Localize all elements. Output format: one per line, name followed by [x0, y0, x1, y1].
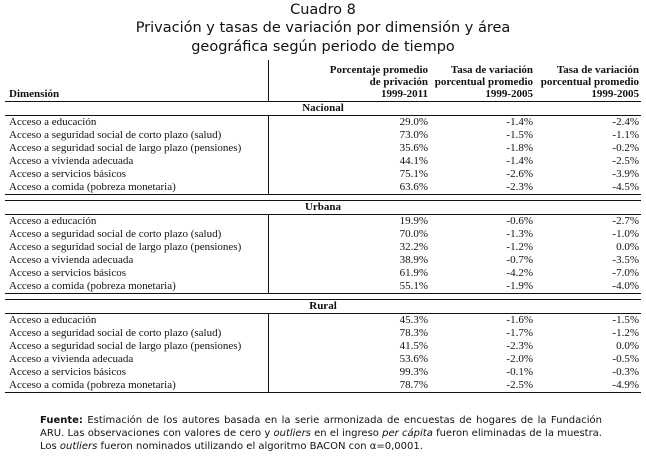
- dimension-cell: Acceso a comida (pobreza monetaria): [9, 280, 176, 292]
- value-cell: 29.0%: [399, 116, 428, 128]
- value-cell: -4.2%: [506, 267, 533, 279]
- value-cell: -0.7%: [506, 254, 533, 266]
- value-cell: -1.4%: [506, 155, 533, 167]
- value-cell: -1.9%: [506, 280, 533, 292]
- value-cell: 0.0%: [616, 340, 639, 352]
- column-divider: [268, 60, 269, 101]
- value-cell: -3.9%: [612, 168, 639, 180]
- dimension-cell: Acceso a seguridad social de corto plazo (salud): [9, 129, 222, 141]
- value-cell: -0.2%: [612, 142, 639, 154]
- table-title-line-1: Privación y tasas de variación por dimensión y área: [135, 20, 511, 36]
- value-cell: -3.5%: [612, 254, 639, 266]
- table-header: [5, 60, 641, 102]
- note-italic: per cápita: [382, 428, 433, 439]
- note-label: Fuente:: [40, 415, 83, 426]
- table-row: [5, 366, 641, 379]
- dimension-cell: Acceso a servicios básicos: [9, 168, 126, 180]
- value-cell: -4.5%: [612, 181, 639, 193]
- value-cell: 44.1%: [399, 155, 428, 167]
- table-title-line-2: geográfica según periodo de tiempo: [191, 39, 455, 55]
- value-cell: 99.3%: [399, 366, 428, 378]
- data-table: [5, 60, 641, 393]
- value-cell: -0.1%: [506, 366, 533, 378]
- value-cell: 61.9%: [399, 267, 428, 279]
- note-italic: outliers: [59, 441, 98, 452]
- value-cell: -2.3%: [506, 181, 533, 193]
- table-row: [5, 228, 641, 241]
- value-cell: -1.2%: [506, 241, 533, 253]
- value-cell: 63.6%: [399, 181, 428, 193]
- value-cell: 32.2%: [399, 241, 428, 253]
- value-cell: 78.3%: [399, 327, 428, 339]
- dimension-cell: Acceso a seguridad social de corto plazo (salud): [9, 327, 222, 339]
- table-row: [5, 181, 641, 194]
- table-caption-number: Cuadro 8: [290, 2, 356, 18]
- table-row: [5, 155, 641, 168]
- dimension-cell: Acceso a seguridad social de largo plazo (pensiones): [9, 340, 242, 352]
- dimension-cell: Acceso a comida (pobreza monetaria): [9, 181, 176, 193]
- value-cell: 45.3%: [399, 314, 428, 326]
- value-cell: -1.0%: [612, 228, 639, 240]
- value-cell: -1.3%: [506, 228, 533, 240]
- value-cell: -7.0%: [612, 267, 639, 279]
- value-cell: -2.7%: [612, 215, 639, 227]
- dimension-cell: Acceso a educación: [9, 215, 97, 227]
- value-cell: -2.4%: [612, 116, 639, 128]
- section-header: Nacional: [5, 102, 641, 116]
- value-cell: -1.7%: [506, 327, 533, 339]
- note-text: fueron eliminadas de la muestra. Los: [40, 428, 602, 452]
- value-cell: -1.5%: [506, 129, 533, 141]
- note-text: fueron nominados utilizando el algoritmo BACON con α=0,0001.: [97, 441, 423, 452]
- value-cell: -0.3%: [612, 366, 639, 378]
- value-cell: 70.0%: [399, 228, 428, 240]
- table-row: [5, 254, 641, 267]
- value-cell: -2.5%: [612, 155, 639, 167]
- value-cell: -2.3%: [506, 340, 533, 352]
- header-dimension: Dimensión: [9, 88, 60, 100]
- table-row: [5, 241, 641, 254]
- table-row: [5, 379, 641, 392]
- table-row: [5, 267, 641, 280]
- header-line: Tasa de variación: [450, 64, 533, 76]
- table-row: [5, 340, 641, 353]
- table-row: [5, 168, 641, 181]
- dimension-cell: Acceso a servicios básicos: [9, 267, 126, 279]
- header-col3: [499, 64, 639, 100]
- dimension-cell: Acceso a vivienda adecuada: [9, 254, 134, 266]
- value-cell: 78.7%: [399, 379, 428, 391]
- section-header: Urbana: [5, 201, 641, 215]
- value-cell: 53.6%: [399, 353, 428, 365]
- dimension-cell: Acceso a seguridad social de corto plazo (salud): [9, 228, 222, 240]
- table-row: [5, 327, 641, 340]
- dimension-cell: Acceso a vivienda adecuada: [9, 353, 134, 365]
- section-header: Rural: [5, 300, 641, 314]
- section-urbana: [5, 200, 641, 294]
- header-line: porcentual promedio: [434, 76, 533, 88]
- table-row: [5, 280, 641, 293]
- section-nacional: [5, 102, 641, 195]
- note-text: Estimación de los autores basada en la serie armonizada de encuestas de hogares de la Fundación ARU. Las observaciones con valores de cero y: [40, 415, 602, 439]
- header-line: 1999-2011: [380, 88, 428, 100]
- value-cell: -0.6%: [506, 215, 533, 227]
- table-row: [5, 314, 641, 327]
- table-row: [5, 116, 641, 129]
- note-text: en el ingreso: [310, 428, 383, 439]
- value-cell: 75.1%: [399, 168, 428, 180]
- value-cell: -1.2%: [612, 327, 639, 339]
- value-cell: -1.4%: [506, 116, 533, 128]
- header-line: porcentual promedio: [540, 76, 639, 88]
- dimension-cell: Acceso a seguridad social de largo plazo (pensiones): [9, 142, 242, 154]
- header-line: Tasa de variación: [556, 64, 639, 76]
- value-cell: -4.9%: [612, 379, 639, 391]
- value-cell: -2.6%: [506, 168, 533, 180]
- table-row: [5, 129, 641, 142]
- value-cell: -1.5%: [612, 314, 639, 326]
- table-row: [5, 215, 641, 228]
- dimension-cell: Acceso a servicios básicos: [9, 366, 126, 378]
- header-line: 1999-2005: [591, 88, 639, 100]
- header-line: 1999-2005: [485, 88, 533, 100]
- value-cell: 73.0%: [399, 129, 428, 141]
- value-cell: -2.0%: [506, 353, 533, 365]
- value-cell: 0.0%: [616, 241, 639, 253]
- section-rural: [5, 299, 641, 393]
- value-cell: 41.5%: [399, 340, 428, 352]
- dimension-cell: Acceso a educación: [9, 314, 97, 326]
- value-cell: 38.9%: [399, 254, 428, 266]
- value-cell: 19.9%: [399, 215, 428, 227]
- value-cell: -1.6%: [506, 314, 533, 326]
- dimension-cell: Acceso a educación: [9, 116, 97, 128]
- header-line: de privación: [369, 76, 428, 88]
- dimension-cell: Acceso a seguridad social de largo plazo (pensiones): [9, 241, 242, 253]
- note-italic: outliers: [273, 428, 311, 439]
- value-cell: -1.8%: [506, 142, 533, 154]
- dimension-cell: Acceso a comida (pobreza monetaria): [9, 379, 176, 391]
- table-row: [5, 353, 641, 366]
- value-cell: -4.0%: [612, 280, 639, 292]
- header-line: Porcentaje promedio: [329, 64, 428, 76]
- value-cell: 35.6%: [399, 142, 428, 154]
- value-cell: -2.5%: [506, 379, 533, 391]
- source-note: [40, 414, 602, 453]
- value-cell: -0.5%: [612, 353, 639, 365]
- value-cell: -1.1%: [612, 129, 639, 141]
- dimension-cell: Acceso a vivienda adecuada: [9, 155, 134, 167]
- table-row: [5, 142, 641, 155]
- value-cell: 55.1%: [399, 280, 428, 292]
